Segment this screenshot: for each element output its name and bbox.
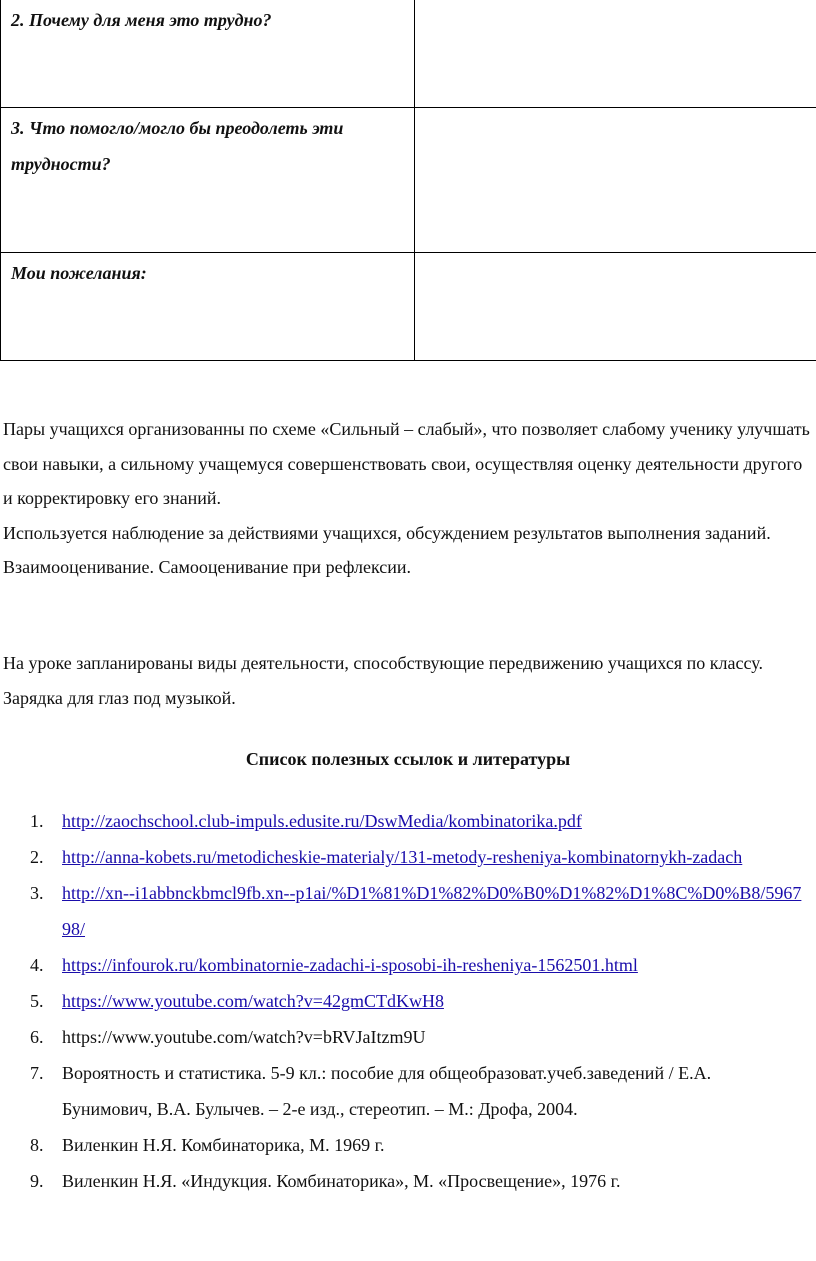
- list-item: [0, 1019, 816, 1055]
- body-text-block: [3, 646, 813, 715]
- list-item: [0, 839, 816, 875]
- reference-link[interactable]: http://xn--i1abbnckbmcl9fb.xn--p1ai/%D1%81%D1%82%D0%B0%D1%82%D1%8C%D0%B8/596798/: [62, 883, 802, 939]
- list-number: 8.: [30, 1135, 44, 1155]
- body-text-block: [3, 412, 813, 585]
- table-row: [1, 108, 816, 253]
- reference-text: Виленкин Н.Я. «Индукция. Комбинаторика», М. «Просвещение», 1976 г.: [62, 1171, 621, 1191]
- paragraph-observation: Используется наблюдение за действиями учащихся, обсуждением результатов выполнения заданий.: [3, 522, 771, 543]
- list-number: 1.: [30, 811, 44, 831]
- question-cell: 3. Что помогло/могло бы преодолеть эти трудности?: [1, 108, 415, 253]
- list-number: 4.: [30, 955, 44, 975]
- question-cell: Мои пожелания:: [1, 253, 415, 361]
- list-item: [0, 875, 816, 947]
- list-number: 6.: [30, 1027, 44, 1047]
- reference-text: Виленкин Н.Я. Комбинаторика, М. 1969 г.: [62, 1135, 385, 1155]
- list-item: [0, 1055, 816, 1127]
- answer-cell[interactable]: [415, 108, 816, 253]
- answer-cell[interactable]: [415, 253, 816, 361]
- references-list: [0, 803, 816, 1199]
- reference-link[interactable]: https://www.youtube.com/watch?v=42gmCTdKwH8: [62, 991, 444, 1011]
- reference-link[interactable]: http://zaochschool.club-impuls.edusite.ru/DswMedia/kombinatorika.pdf: [62, 811, 582, 831]
- list-number: 7.: [30, 1063, 44, 1083]
- reference-link[interactable]: http://anna-kobets.ru/metodicheskie-materialy/131-metody-resheniya-kombinatornykh-zadach: [62, 847, 743, 867]
- paragraph-activities: На уроке запланированы виды деятельности, способствующие передвижению учащихся по классу. Зарядка для глаз под музыкой.: [3, 653, 763, 708]
- list-number: 9.: [30, 1171, 44, 1191]
- table-row: [1, 0, 816, 108]
- question-cell: 2. Почему для меня это трудно?: [1, 0, 415, 108]
- reference-link[interactable]: https://infourok.ru/kombinatornie-zadachi-i-sposobi-ih-resheniya-1562501.html: [62, 955, 638, 975]
- table-row: [1, 253, 816, 361]
- answer-cell[interactable]: [415, 0, 816, 108]
- reference-text: https://www.youtube.com/watch?v=bRVJaItzm9U: [62, 1027, 426, 1047]
- list-item: [0, 1163, 816, 1199]
- list-number: 5.: [30, 991, 44, 1011]
- list-number: 3.: [30, 883, 44, 903]
- list-item: [0, 947, 816, 983]
- list-item: [0, 1127, 816, 1163]
- reference-text: Вороятность и статистика. 5-9 кл.: пособие для общеобразоват.учеб.заведений / Е.А. Бунимович, В.А. Булычев. – 2-е изд., стереотип. – М.: Дрофа, 2004.: [62, 1063, 712, 1119]
- list-number: 2.: [30, 847, 44, 867]
- paragraph-pairs: Пары учащихся организованны по схеме «Сильный – слабый», что позволяет слабому ученику улучшать свои навыки, а сильному учащемуся совершенствовать свои, осуществляя оценку деятельности другого и корректировку его знаний.: [3, 419, 810, 508]
- list-item: [0, 983, 816, 1019]
- references-heading: Список полезных ссылок и литературы: [245, 749, 571, 769]
- paragraph-assessment: Взаимооценивание. Самооценивание при рефлексии.: [3, 557, 412, 577]
- reflection-table: [0, 0, 816, 361]
- list-item: [0, 803, 816, 839]
